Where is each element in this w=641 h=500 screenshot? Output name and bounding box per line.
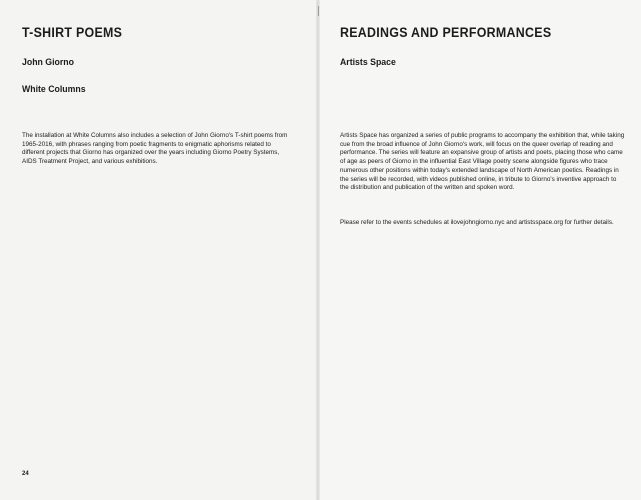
right-venue-name: Artists Space	[340, 57, 396, 68]
left-page	[0, 0, 318, 500]
right-page-title: READINGS AND PERFORMANCES	[340, 25, 552, 40]
left-page-title: T-SHIRT POEMS	[22, 25, 123, 40]
right-body-paragraph-1: Artists Space has organized a series of public programs to accompany the exhibition that, while taking cue from the broad influence of John Giorno's work, will focus on the queer overlap of reading and performance. The series will feature an expansive group of artists and poets, placing those who came of age as peers of Giorno in the influential East Village poetry scene alongside figures who trace numerous other positions within today's extended landscape of North American poetics. Readings in the series will be recorded, with videos published online, in tribute to Giorno's inventive approach to the distribution and publication of the written and spoken word.	[340, 132, 625, 192]
left-body-paragraph: The installation at White Columns also includes a selection of John Giorno's T-shirt poems from 1965-2016, with phrases ranging from poetic fragments to enigmatic aphorisms related to different projects that Giorno has organized over the years including Giorno Poetry Systems, AIDS Treatment Project, and various exhibitions.	[22, 132, 288, 166]
right-page	[320, 0, 641, 500]
right-body-paragraph-2: Please refer to the events schedules at ilovejohngiorno.nyc and artistsspace.org for further details.	[340, 219, 614, 226]
gutter-mark	[318, 6, 319, 16]
author-name: John Giorno	[22, 57, 74, 68]
venue-name: White Columns	[22, 84, 86, 95]
page-number: 24	[22, 471, 29, 477]
